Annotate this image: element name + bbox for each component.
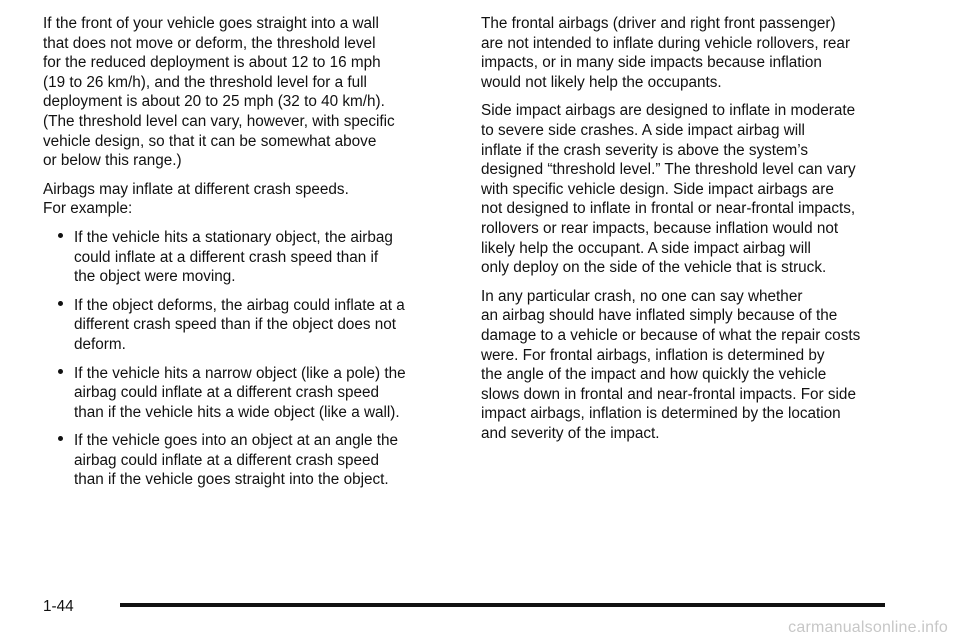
text-line: If the vehicle hits a narrow object (like a pole) the xyxy=(74,364,406,382)
text-line: In any particular crash, no one can say whether xyxy=(481,287,803,305)
text-line: only deploy on the side of the vehicle that is struck. xyxy=(481,259,827,277)
text-line: were. For frontal airbags, inflation is determined by xyxy=(481,346,825,364)
text-line: slows down in frontal and near-frontal impacts. For side xyxy=(481,385,856,403)
text-line: If the vehicle goes into an object at an angle the xyxy=(74,432,399,450)
text-line: rollovers or rear impacts, because inflation would not xyxy=(481,219,839,237)
text-line: for the reduced deployment is about 12 to 16 mph xyxy=(43,54,381,72)
text-line: The frontal airbags (driver and right front passenger) xyxy=(481,15,836,32)
text-line: not designed to inflate in frontal or near-frontal impacts, xyxy=(481,200,856,218)
text-line: If the front of your vehicle goes straight into a wall xyxy=(43,15,379,32)
text-line: For example: xyxy=(43,200,133,218)
text-line: are not intended to inflate during vehicle rollovers, rear xyxy=(481,34,851,52)
text-line: designed “threshold level.” The threshold level can vary xyxy=(481,161,856,179)
text-line: the object were moving. xyxy=(74,268,236,286)
text-line: deployment is about 20 to 25 mph (32 to 40 km/h). xyxy=(43,93,385,111)
text-line: that does not move or deform, the threshold level xyxy=(43,34,376,52)
text-line: airbag could inflate at a different crash speed xyxy=(74,451,380,469)
text-line: (19 to 26 km/h), and the threshold level for a full xyxy=(43,73,367,91)
text-line: the angle of the impact and how quickly the vehicle xyxy=(481,366,827,384)
text-line: deform. xyxy=(74,335,126,353)
text-line: airbag could inflate at a different crash speed xyxy=(74,384,380,402)
text-line: Airbags may inflate at different crash speeds. xyxy=(43,180,349,198)
text-line: and severity of the impact. xyxy=(481,424,660,442)
page-number: 1-44 xyxy=(43,598,74,615)
text-line: than if the vehicle hits a wide object (like a wall). xyxy=(74,403,400,421)
bullet-item xyxy=(43,296,448,355)
text-line: or below this range.) xyxy=(43,152,182,170)
bullet-dot-icon xyxy=(58,369,63,374)
paragraph-frontal-airbags xyxy=(481,14,886,92)
bullet-dot-icon xyxy=(58,436,63,441)
text-line: likely help the occupant. A side impact airbag will xyxy=(481,239,811,257)
text-line: (The threshold level can vary, however, with specific xyxy=(43,112,395,130)
left-column xyxy=(43,14,448,499)
bullet-dot-icon xyxy=(58,301,63,306)
text-line: different crash speed than if the object does not xyxy=(74,316,397,334)
text-line: If the object deforms, the airbag could inflate at a xyxy=(74,296,405,314)
watermark: carmanualsonline.info xyxy=(788,619,948,636)
footer-rule xyxy=(120,603,885,607)
bullet-dot-icon xyxy=(58,233,63,238)
paragraph-crash-speeds xyxy=(43,180,448,219)
text-line: would not likely help the occupants. xyxy=(481,73,722,91)
bullet-item xyxy=(43,431,448,490)
text-line: with specific vehicle design. Side impact airbags are xyxy=(481,180,834,198)
text-line: inflate if the crash severity is above the system’s xyxy=(481,141,809,159)
text-line: to severe side crashes. A side impact airbag will xyxy=(481,121,805,139)
text-line: could inflate at a different crash speed than if xyxy=(74,248,379,266)
paragraph-side-impact-airbags xyxy=(481,101,886,277)
right-column xyxy=(481,14,886,452)
text-line: than if the vehicle goes straight into the object. xyxy=(74,471,389,489)
text-line: vehicle design, so that it can be somewhat above xyxy=(43,132,377,150)
text-line: impacts, or in many side impacts because inflation xyxy=(481,54,822,72)
text-line: impact airbags, inflation is determined by the location xyxy=(481,405,841,423)
text-line: an airbag should have inflated simply because of the xyxy=(481,307,838,325)
paragraph-particular-crash xyxy=(481,287,886,444)
text-line: If the vehicle hits a stationary object, the airbag xyxy=(74,228,393,246)
text-line: Side impact airbags are designed to inflate in moderate xyxy=(481,102,856,120)
bullet-item xyxy=(43,364,448,423)
paragraph-threshold-level xyxy=(43,14,448,171)
bullet-item xyxy=(43,228,448,287)
text-line: damage to a vehicle or because of what the repair costs xyxy=(481,326,861,344)
